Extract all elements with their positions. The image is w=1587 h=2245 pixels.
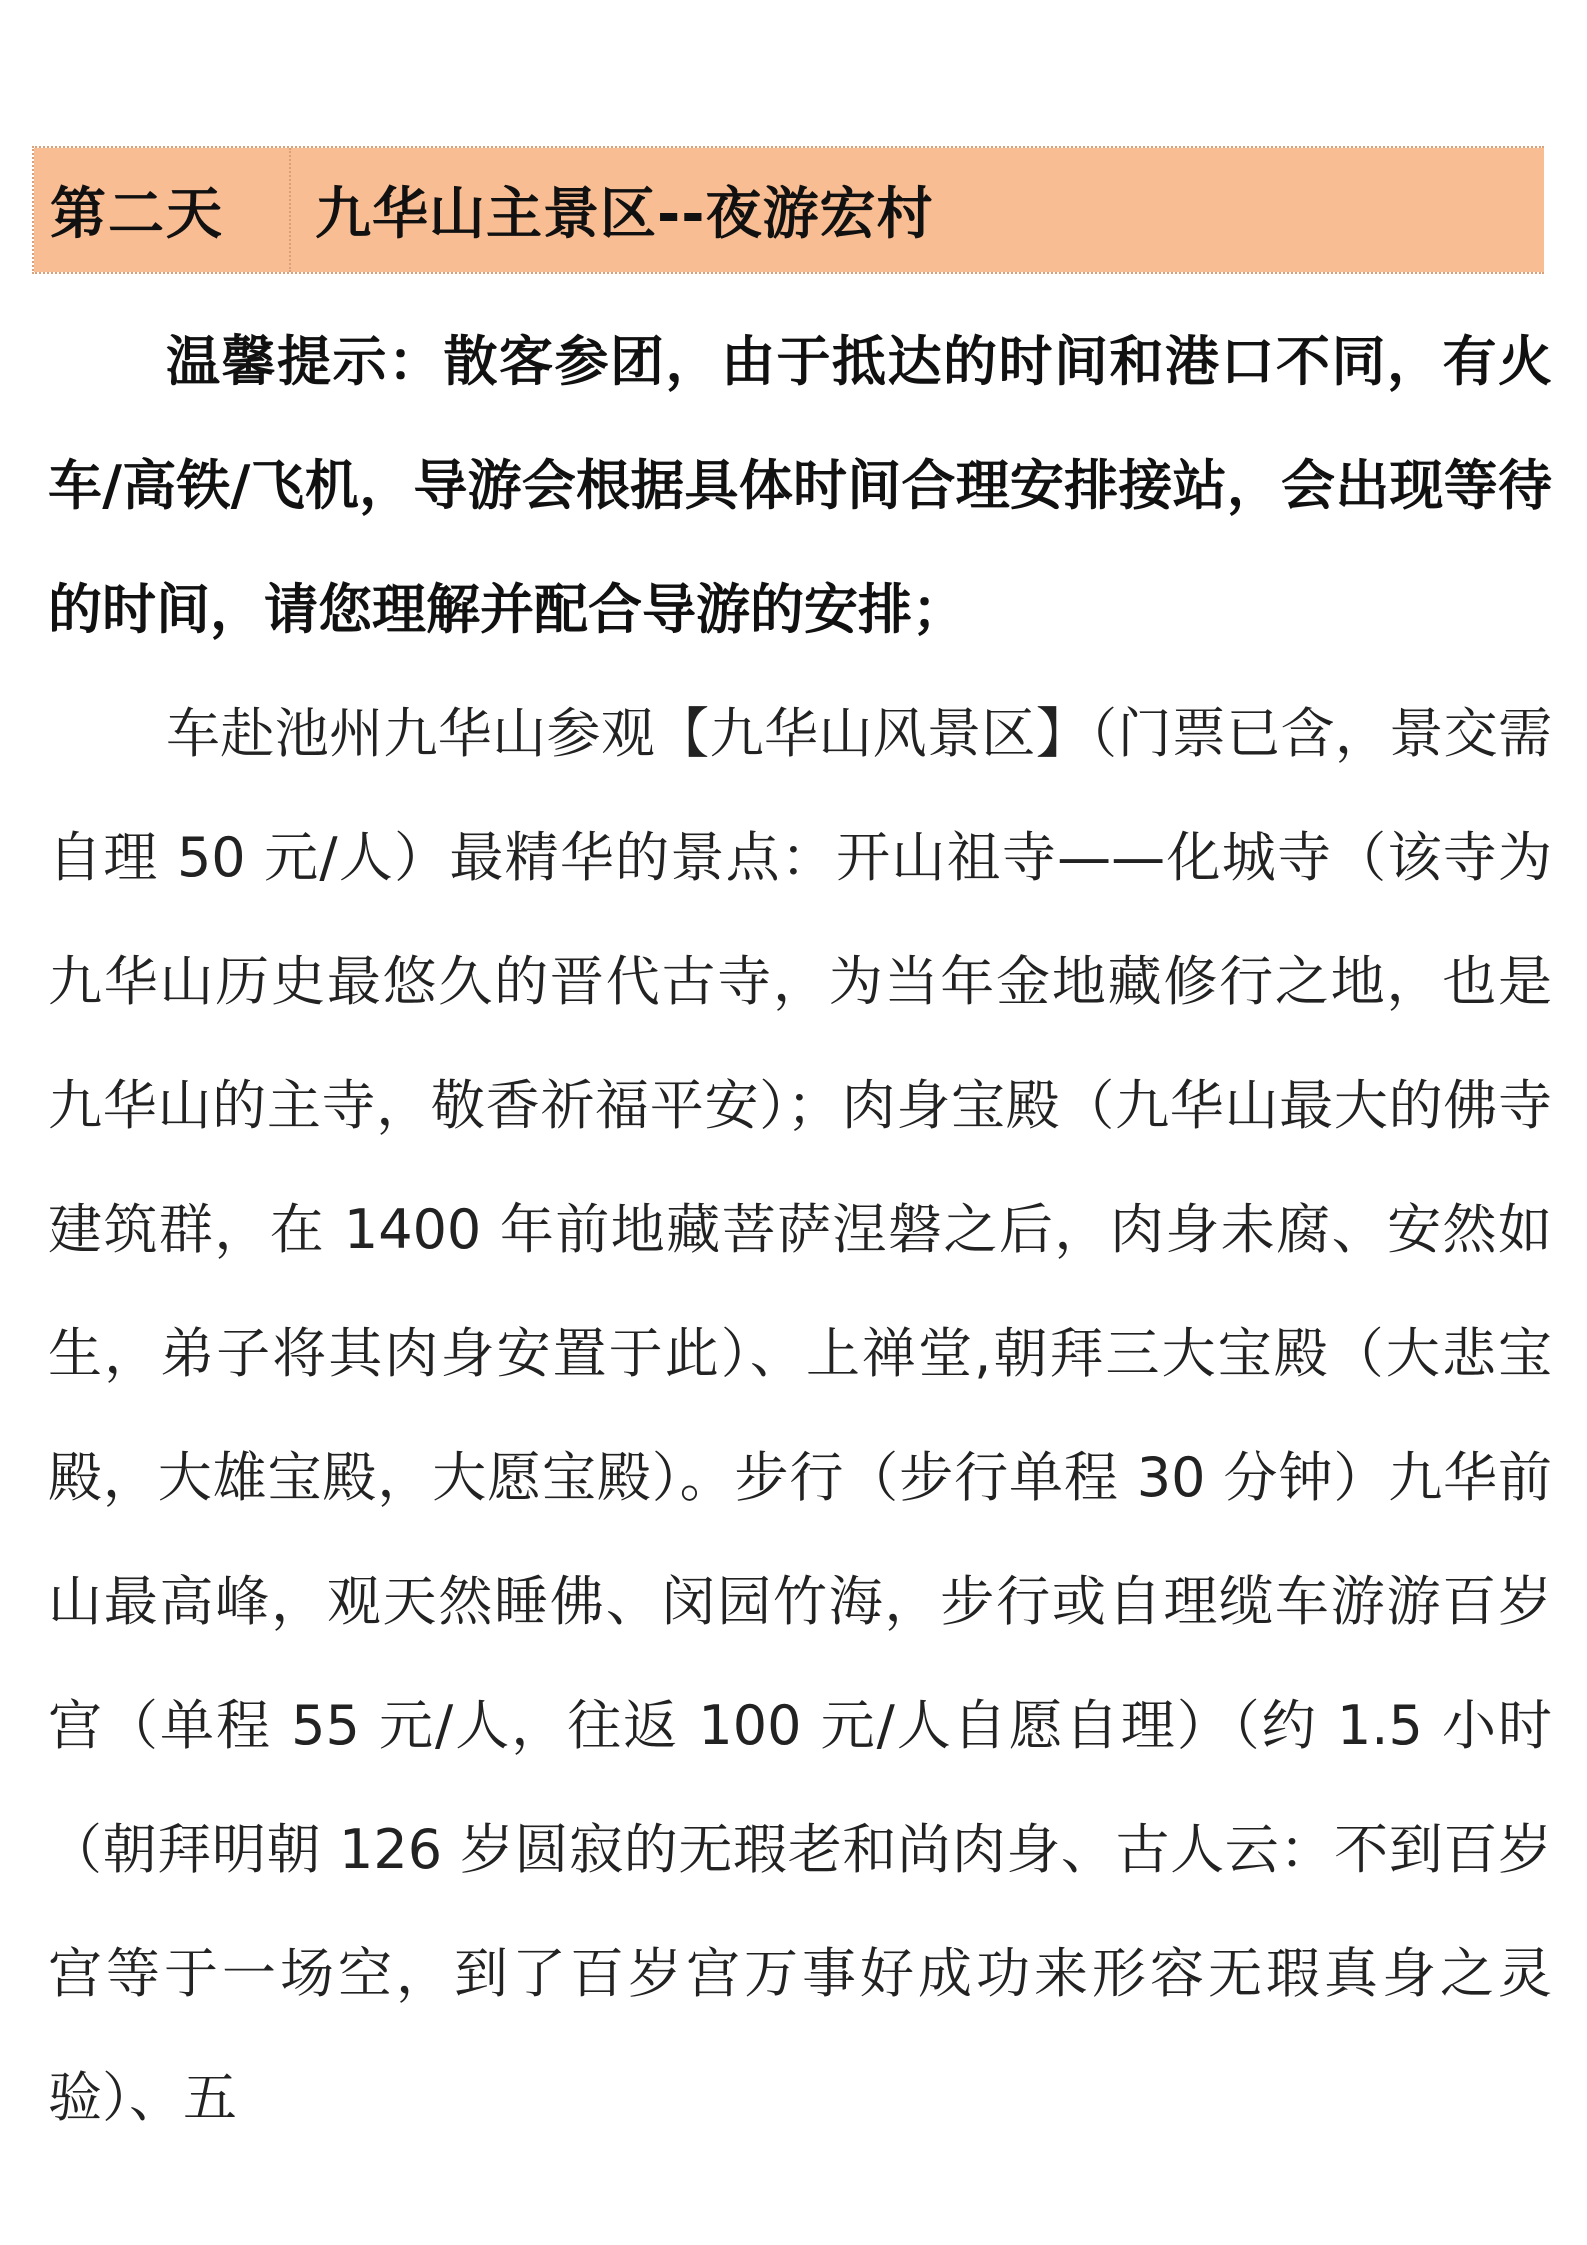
day-title: 九华山主景区--夜游宏村 [291, 148, 1544, 272]
day-label: 第二天 [34, 148, 291, 272]
day-header-bar [32, 146, 1544, 274]
itinerary-content [48, 300, 1552, 2160]
itinerary-paragraph: 车赴池州九华山参观【九华山风景区】（门票已含，景交需自理 50 元/人）最精华的景点：开山祖寺——化城寺（该寺为九华山历史最悠久的晋代古寺，为当年金地藏修行之地，也是九华山的主寺，敬香祈福平安）；肉身宝殿（九华山最大的佛寺建筑群，在 1400 年前地藏菩萨涅磐之后，肉身未腐、安然如生，弟子将其肉身安置于此）、上禅堂,朝拜三大宝殿（大悲宝殿，大雄宝殿，大愿宝殿）。步行（步行单程 30 分钟）九华前山最高峰，观天然睡佛、闵园竹海，步行或自理缆车游游百岁宫（单程 55 元/人，往返 100 元/人自愿自理）（约 1.5 小时（朝拜明朝 126 岁圆寂的无瑕老和尚肉身、古人云：不到百岁宫等于一场空，到了百岁宫万事好成功来形容无瑕真身之灵验）、五 [48, 702, 1552, 2129]
tip-paragraph: 温馨提示：散客参团，由于抵达的时间和港口不同，有火车/高铁/飞机，导游会根据具体时间合理安排接站，会出现等待的时间，请您理解并配合导游的安排； [48, 330, 1552, 641]
